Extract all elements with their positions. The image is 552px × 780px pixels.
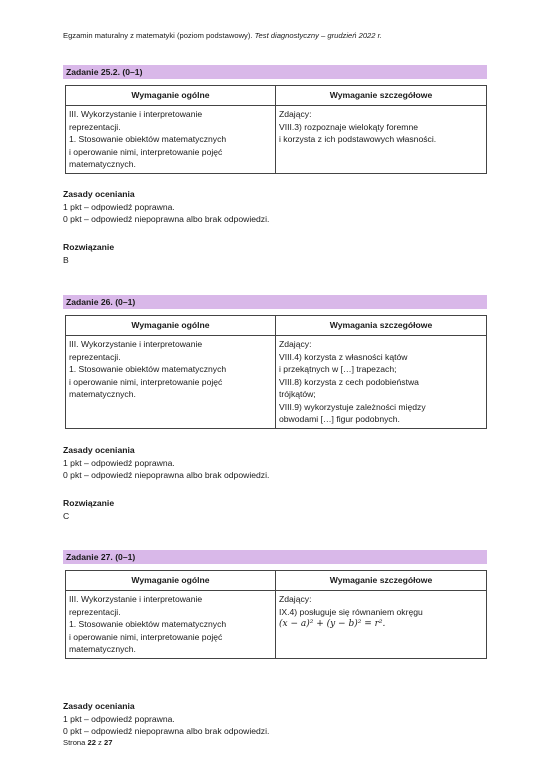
- footer-prefix: Strona: [63, 738, 88, 747]
- requirements-table-27: [65, 570, 487, 659]
- page-total: 27: [103, 738, 113, 747]
- specific-line: i korzysta z ich podstawowych własności.: [279, 134, 437, 144]
- requirements-table-25-2: [65, 85, 487, 174]
- specific-line: IX.4) posługuje się równaniem okręgu: [279, 606, 423, 617]
- specific-line: VIII.8) korzysta z cech podobieństwa: [279, 376, 419, 387]
- general-line: i operowanie nimi, interpretowanie pojęć: [69, 631, 223, 642]
- col-general-header: Wymaganie ogólne: [66, 571, 276, 591]
- specific-line: VIII.3) rozpoznaje wielokąty foremne: [279, 121, 418, 132]
- task-title-26: Zadanie 26. (0–1): [63, 295, 487, 309]
- scoring-heading: Zasady oceniania: [63, 189, 135, 199]
- specific-line: trójkątów;: [279, 389, 316, 399]
- general-line: i operowanie nimi, interpretowanie pojęć: [69, 146, 223, 157]
- specific-line: i przekątnych w […] trapezach;: [279, 364, 397, 374]
- specific-requirement-cell: [276, 591, 487, 659]
- general-line: III. Wykorzystanie i interpretowanie: [69, 109, 203, 119]
- page-header: [63, 31, 493, 41]
- task-title-27: Zadanie 27. (0–1): [63, 550, 487, 564]
- general-line: matematycznych.: [69, 159, 136, 169]
- general-line: matematycznych.: [69, 389, 136, 399]
- requirements-table-26: [65, 315, 487, 429]
- col-general-header: Wymaganie ogólne: [66, 86, 276, 106]
- general-line: III. Wykorzystanie i interpretowanie: [69, 594, 203, 604]
- scoring-line: 0 pkt – odpowiedź niepoprawna albo brak odpowiedzi.: [63, 214, 270, 224]
- general-line: i operowanie nimi, interpretowanie pojęć: [69, 376, 223, 387]
- scoring-line: 1 pkt – odpowiedź poprawna.: [63, 713, 175, 724]
- footer-separator: z: [95, 738, 104, 747]
- general-requirement-cell: [66, 591, 276, 659]
- page-number: 22: [87, 738, 96, 747]
- scoring-line: 1 pkt – odpowiedź poprawna.: [63, 457, 175, 468]
- general-line: reprezentacji.: [69, 351, 121, 362]
- header-title: Egzamin maturalny z matematyki (poziom podstawowy).: [63, 31, 255, 40]
- scoring-line: 0 pkt – odpowiedź niepoprawna albo brak odpowiedzi.: [63, 470, 270, 480]
- page-footer: [63, 738, 112, 747]
- header-subtitle: Test diagnostyczny – grudzień 2022 r.: [254, 31, 382, 40]
- specific-line: Zdający:: [279, 594, 312, 604]
- specific-line: VIII.4) korzysta z własności kątów: [279, 351, 408, 362]
- scoring-heading: Zasady oceniania: [63, 701, 135, 711]
- specific-line: obwodami […] figur podobnych.: [279, 414, 400, 424]
- scoring-section-25-2: [63, 188, 269, 226]
- general-requirement-cell: [66, 106, 276, 174]
- solution-heading: Rozwiązanie: [63, 242, 115, 252]
- general-requirement-cell: [66, 336, 276, 429]
- general-line: matematycznych.: [69, 644, 136, 654]
- general-line: reprezentacji.: [69, 606, 121, 617]
- solution-section-25-2: [63, 241, 114, 266]
- col-specific-header: Wymagania szczegółowe: [276, 316, 487, 336]
- specific-requirement-cell: [276, 336, 487, 429]
- scoring-heading: Zasady oceniania: [63, 445, 135, 455]
- col-specific-header: Wymaganie szczegółowe: [276, 571, 487, 591]
- solution-answer: C: [63, 510, 70, 521]
- general-line: 1. Stosowanie obiektów matematycznych: [69, 619, 227, 629]
- general-line: 1. Stosowanie obiektów matematycznych: [69, 364, 227, 374]
- solution-section-26: [63, 497, 114, 522]
- circle-equation-formula: (x − a)² + (y − b)² = r².: [279, 619, 386, 629]
- general-line: 1. Stosowanie obiektów matematycznych: [69, 134, 227, 144]
- general-line: reprezentacji.: [69, 121, 121, 132]
- col-general-header: Wymaganie ogólne: [66, 316, 276, 336]
- scoring-section-26: [63, 444, 269, 482]
- scoring-line: 0 pkt – odpowiedź niepoprawna albo brak odpowiedzi.: [63, 726, 270, 736]
- solution-heading: Rozwiązanie: [63, 498, 115, 508]
- col-specific-header: Wymaganie szczegółowe: [276, 86, 487, 106]
- specific-requirement-cell: [276, 106, 487, 174]
- task-title-25-2: Zadanie 25.2. (0–1): [63, 65, 487, 79]
- specific-line: Zdający:: [279, 339, 312, 349]
- scoring-line: 1 pkt – odpowiedź poprawna.: [63, 201, 175, 212]
- scoring-section-27: [63, 700, 269, 738]
- solution-answer: B: [63, 254, 69, 265]
- specific-line: Zdający:: [279, 109, 312, 119]
- specific-line: VIII.9) wykorzystuje zależności między: [279, 401, 426, 412]
- general-line: III. Wykorzystanie i interpretowanie: [69, 339, 203, 349]
